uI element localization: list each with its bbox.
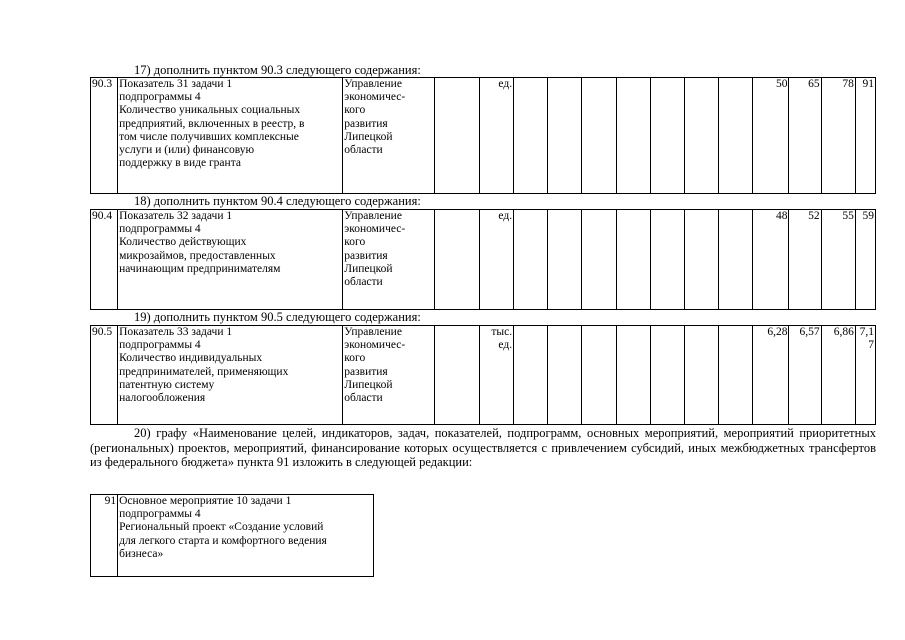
item-value: 6,86 bbox=[821, 326, 855, 425]
item-agency: Управление экономичес- кого развития Липецкой области bbox=[343, 326, 434, 425]
item-unit: тыс. ед. bbox=[479, 326, 513, 425]
heading-18: 18) дополнить пунктом 90.4 следующего содержания: bbox=[134, 194, 421, 208]
item-code: 90.4 bbox=[91, 210, 118, 310]
table-row bbox=[91, 78, 876, 194]
item-code: 90.5 bbox=[91, 326, 118, 425]
item-value: 91 bbox=[855, 78, 875, 194]
item-value: 48 bbox=[753, 210, 789, 310]
item-value: 6,57 bbox=[789, 326, 821, 425]
table-row bbox=[91, 326, 876, 425]
table-row bbox=[91, 210, 876, 310]
item-unit: ед. bbox=[479, 210, 513, 310]
item-value: 78 bbox=[821, 78, 855, 194]
item-value: 50 bbox=[753, 78, 789, 194]
table-90-4 bbox=[90, 209, 876, 310]
heading-19: 19) дополнить пунктом 90.5 следующего содержания: bbox=[134, 310, 421, 324]
item-description: Показатель 33 задачи 1 подпрограммы 4 Количество индивидуальных предпринимателей, применяющих патентную систему налогообложения bbox=[118, 326, 343, 425]
item-agency: Управление экономичес- кого развития Липецкой области bbox=[343, 78, 434, 194]
paragraph-20: 20) графу «Наименование целей, индикаторов, задач, показателей, подпрограмм, основных мероприятий, мероприятий приоритетных (региональных) проектов, мероприятий, финансирование которых осуществляется с привлечением субсидий, иных межбюджетных трансфертов из федерального бюджета» пункта 91 изложить в следующей редакции: bbox=[90, 426, 876, 470]
item-code: 90.3 bbox=[91, 78, 118, 194]
item-value: 7,1 7 bbox=[855, 326, 875, 425]
table-row bbox=[91, 495, 374, 577]
item-description: Показатель 31 задачи 1 подпрограммы 4 Количество уникальных социальных предприятий, включенных в реестр, в том числе получивших комплексные услуги и (или) финансовую поддержку в виде гранта bbox=[118, 78, 343, 194]
item-value: 59 bbox=[855, 210, 875, 310]
table-91 bbox=[90, 494, 374, 577]
table-90-3 bbox=[90, 77, 876, 194]
item-value: 55 bbox=[821, 210, 855, 310]
item-value: 65 bbox=[789, 78, 821, 194]
item-description: Основное мероприятие 10 задачи 1 подпрограммы 4 Региональный проект «Создание условий для легкого старта и комфортного ведения бизнеса» bbox=[118, 495, 374, 577]
item-code: 91 bbox=[91, 495, 118, 577]
heading-17: 17) дополнить пунктом 90.3 следующего содержания: bbox=[134, 63, 421, 77]
item-value: 52 bbox=[789, 210, 821, 310]
item-description: Показатель 32 задачи 1 подпрограммы 4 Количество действующих микрозаймов, предоставленных начинающим предпринимателям bbox=[118, 210, 343, 310]
item-unit: ед. bbox=[479, 78, 513, 194]
item-agency: Управление экономичес- кого развития Липецкой области bbox=[343, 210, 434, 310]
table-90-5 bbox=[90, 325, 876, 425]
item-value: 6,28 bbox=[753, 326, 789, 425]
